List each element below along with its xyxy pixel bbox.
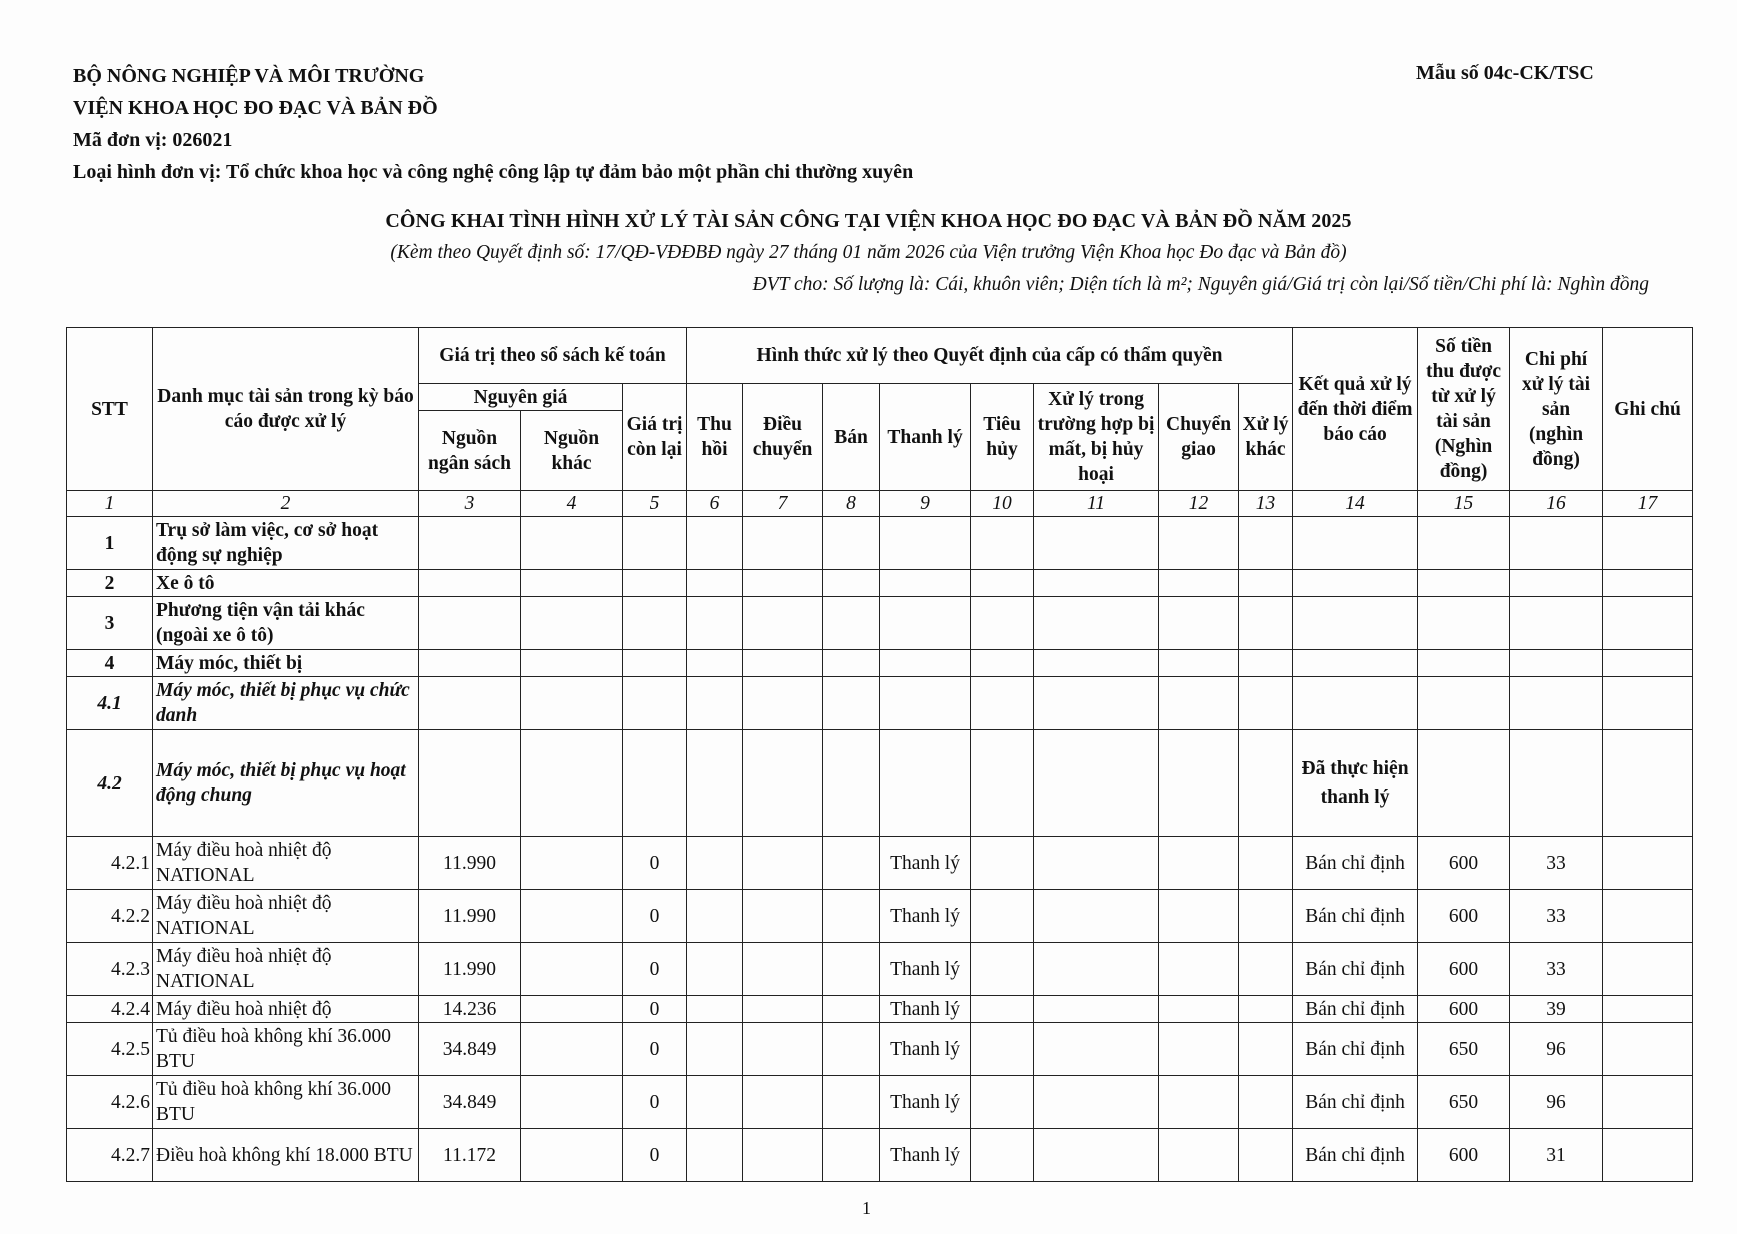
row-residual: 0 (623, 837, 687, 890)
row-liquidate: Thanh lý (880, 1129, 971, 1182)
header-other-handling: Xử lý khác (1239, 384, 1293, 491)
column-number: 6 (687, 491, 743, 517)
unit-note: ĐVT cho: Số lượng là: Cái, khuôn viên; Diện tích là m²; Nguyên giá/Giá trị còn lại/Số tiền/Chi phí là: Nghìn đồng (752, 274, 1649, 295)
asset-disposal-table (66, 327, 1693, 1182)
row-budget-source: 34.849 (419, 1076, 521, 1129)
row-liquidate: Thanh lý (880, 1076, 971, 1129)
header-other-source: Nguồn khác (521, 411, 623, 491)
row-budget-source: 14.236 (419, 996, 521, 1023)
header-handling-method: Hình thức xử lý theo Quyết định của cấp có thẩm quyền (687, 328, 1293, 384)
row-asset-name: Máy móc, thiết bị phục vụ hoạt động chung (153, 730, 419, 837)
row-budget-source: 11.990 (419, 943, 521, 996)
row-result: Bán chỉ định (1293, 837, 1418, 890)
row-cost: 96 (1510, 1076, 1603, 1129)
table-row (67, 837, 1693, 890)
row-proceeds: 600 (1418, 837, 1510, 890)
row-residual: 0 (623, 1129, 687, 1182)
group-row (67, 570, 1693, 597)
table-row (67, 1023, 1693, 1076)
row-cost: 96 (1510, 1023, 1603, 1076)
row-asset-name: Máy điều hoà nhiệt độ NATIONAL (153, 890, 419, 943)
row-asset-name: Máy móc, thiết bị phục vụ chức danh (153, 677, 419, 730)
header-handover: Chuyển giao (1159, 384, 1239, 491)
row-budget-source: 11.990 (419, 890, 521, 943)
unit-code: Mã đơn vị: 026021 (73, 129, 233, 151)
row-result: Bán chỉ định (1293, 890, 1418, 943)
row-proceeds: 600 (1418, 996, 1510, 1023)
header-result: Kết quả xử lý đến thời điểm báo cáo (1293, 328, 1418, 491)
column-number: 4 (521, 491, 623, 517)
header-liquidate: Thanh lý (880, 384, 971, 491)
column-number: 3 (419, 491, 521, 517)
row-asset-name: Máy điều hoà nhiệt độ (153, 996, 419, 1023)
row-stt: 2 (67, 570, 153, 597)
row-asset-name: Phương tiện vận tải khác (ngoài xe ô tô) (153, 597, 419, 650)
row-stt: 4.2 (67, 730, 153, 837)
row-proceeds: 650 (1418, 1076, 1510, 1129)
header-sell: Bán (823, 384, 880, 491)
table-row (67, 1076, 1693, 1129)
row-proceeds: 600 (1418, 943, 1510, 996)
header-recall: Thu hồi (687, 384, 743, 491)
row-stt: 4.2.3 (67, 943, 153, 996)
header-cost: Chi phí xử lý tài sản (nghìn đồng) (1510, 328, 1603, 491)
column-number: 9 (880, 491, 971, 517)
column-number: 15 (1418, 491, 1510, 517)
row-cost: 39 (1510, 996, 1603, 1023)
column-number: 11 (1034, 491, 1159, 517)
row-cost: 31 (1510, 1129, 1603, 1182)
row-asset-name: Điều hoà không khí 18.000 BTU (153, 1129, 419, 1182)
row-stt: 4.2.7 (67, 1129, 153, 1182)
row-asset-name: Trụ sở làm việc, cơ sở hoạt động sự nghiệp (153, 517, 419, 570)
row-liquidate: Thanh lý (880, 890, 971, 943)
row-asset-name: Máy móc, thiết bị (153, 650, 419, 677)
page-number: 1 (862, 1198, 871, 1218)
group-row (67, 677, 1693, 730)
header-original-price: Nguyên giá (419, 384, 623, 411)
row-cost: 33 (1510, 943, 1603, 996)
unit-header (73, 60, 913, 188)
header-destroy: Tiêu hủy (971, 384, 1034, 491)
row-result: Đã thực hiện thanh lý (1293, 730, 1418, 837)
header-book-value: Giá trị theo sổ sách kế toán (419, 328, 687, 384)
group-row (67, 650, 1693, 677)
column-number: 16 (1510, 491, 1603, 517)
header-residual-value: Giá trị còn lại (623, 384, 687, 491)
column-number: 10 (971, 491, 1034, 517)
column-number: 5 (623, 491, 687, 517)
row-asset-name: Tủ điều hoà không khí 36.000 BTU (153, 1023, 419, 1076)
row-stt: 3 (67, 597, 153, 650)
row-stt: 4.2.4 (67, 996, 153, 1023)
row-asset-name: Máy điều hoà nhiệt độ NATIONAL (153, 837, 419, 890)
header-budget-source: Nguồn ngân sách (419, 411, 521, 491)
header-stt: STT (67, 328, 153, 491)
row-proceeds: 600 (1418, 890, 1510, 943)
row-stt: 4.2.1 (67, 837, 153, 890)
row-residual: 0 (623, 943, 687, 996)
row-stt: 4.2.5 (67, 1023, 153, 1076)
column-number-row (67, 491, 1693, 517)
row-asset-name: Tủ điều hoà không khí 36.000 BTU (153, 1076, 419, 1129)
row-liquidate: Thanh lý (880, 943, 971, 996)
row-residual: 0 (623, 890, 687, 943)
column-number: 2 (153, 491, 419, 517)
column-number: 13 (1239, 491, 1293, 517)
column-number: 12 (1159, 491, 1239, 517)
row-stt: 4.2.2 (67, 890, 153, 943)
row-liquidate: Thanh lý (880, 996, 971, 1023)
row-liquidate: Thanh lý (880, 1023, 971, 1076)
row-residual: 0 (623, 996, 687, 1023)
row-result: Bán chỉ định (1293, 1076, 1418, 1129)
row-result: Bán chỉ định (1293, 996, 1418, 1023)
institute-name: VIỆN KHOA HỌC ĐO ĐẠC VÀ BẢN ĐỒ (73, 97, 438, 119)
group-row (67, 517, 1693, 570)
row-residual: 0 (623, 1023, 687, 1076)
header-note: Ghi chú (1603, 328, 1693, 491)
header-asset-name: Danh mục tài sản trong kỳ báo cáo được xử lý (153, 328, 419, 491)
row-budget-source: 34.849 (419, 1023, 521, 1076)
row-stt: 4.1 (67, 677, 153, 730)
row-budget-source: 11.172 (419, 1129, 521, 1182)
row-proceeds: 600 (1418, 1129, 1510, 1182)
row-stt: 4.2.6 (67, 1076, 153, 1129)
header-lost-damaged: Xử lý trong trường hợp bị mất, bị hủy hoại (1034, 384, 1159, 491)
group-row (67, 730, 1693, 837)
form-number: Mẫu số 04c-CK/TSC (1416, 62, 1594, 84)
row-residual: 0 (623, 1076, 687, 1129)
document-subtitle: (Kèm theo Quyết định số: 17/QĐ-VĐĐBĐ ngày 27 tháng 01 năm 2026 của Viện trưởng Viện Khoa học Đo đạc và Bản đồ) (390, 242, 1347, 263)
table-row (67, 1129, 1693, 1182)
unit-type: Loại hình đơn vị: Tổ chức khoa học và công nghệ công lập tự đảm bảo một phần chi thường xuyên (73, 161, 914, 183)
header-proceeds: Số tiền thu được từ xử lý tài sản (Nghìn đồng) (1418, 328, 1510, 491)
column-number: 14 (1293, 491, 1418, 517)
row-stt: 4 (67, 650, 153, 677)
column-number: 17 (1603, 491, 1693, 517)
document-title: CÔNG KHAI TÌNH HÌNH XỬ LÝ TÀI SẢN CÔNG TẠI VIỆN KHOA HỌC ĐO ĐẠC VÀ BẢN ĐỒ NĂM 2025 (385, 210, 1352, 232)
row-result: Bán chỉ định (1293, 1023, 1418, 1076)
row-cost: 33 (1510, 837, 1603, 890)
column-number: 8 (823, 491, 880, 517)
table-row (67, 943, 1693, 996)
group-row (67, 597, 1693, 650)
header-transfer: Điều chuyển (743, 384, 823, 491)
row-asset-name: Xe ô tô (153, 570, 419, 597)
row-cost: 33 (1510, 890, 1603, 943)
row-proceeds: 650 (1418, 1023, 1510, 1076)
row-asset-name: Máy điều hoà nhiệt độ NATIONAL (153, 943, 419, 996)
row-stt: 1 (67, 517, 153, 570)
table-row (67, 890, 1693, 943)
row-result: Bán chỉ định (1293, 943, 1418, 996)
row-liquidate: Thanh lý (880, 837, 971, 890)
column-number: 1 (67, 491, 153, 517)
row-budget-source: 11.990 (419, 837, 521, 890)
row-result: Bán chỉ định (1293, 1129, 1418, 1182)
ministry-name: BỘ NÔNG NGHIỆP VÀ MÔI TRƯỜNG (73, 65, 425, 87)
column-number: 7 (743, 491, 823, 517)
table-row (67, 996, 1693, 1023)
